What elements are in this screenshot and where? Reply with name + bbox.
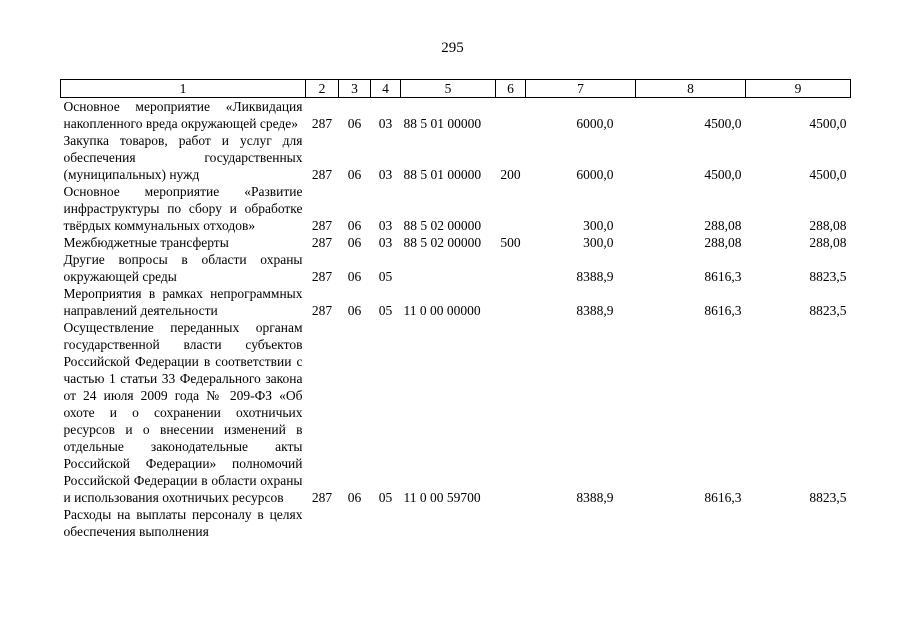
amount-col9: 4500,0 (809, 167, 847, 182)
ministry-code: 287 (311, 490, 333, 505)
amount-col7: 300,0 (583, 235, 614, 250)
header-cell: 5 (401, 80, 496, 98)
header-cell: 1 (61, 80, 306, 98)
expense-type-code (496, 285, 526, 319)
ministry-code: 287 (311, 235, 333, 250)
section-code: 06 (347, 116, 362, 131)
subsection-code: 05 (378, 303, 393, 318)
amount-col9: 288,08 (809, 218, 847, 233)
table-row (61, 506, 851, 540)
ministry-code (306, 506, 339, 540)
target-article-code: 88 5 01 00000 (403, 167, 482, 182)
ministry-code: 287 (311, 167, 333, 182)
amount-col9: 8823,5 (809, 490, 847, 505)
amount-col8: 4500,0 (704, 116, 742, 131)
budget-table (60, 79, 851, 540)
section-code: 06 (347, 303, 362, 318)
amount-col7: 8388,9 (576, 490, 614, 505)
table-row (61, 251, 851, 285)
header-cell: 2 (306, 80, 339, 98)
row-description: Другие вопросы в области охраны окружающей среды (63, 252, 303, 284)
amount-col7: 6000,0 (576, 167, 614, 182)
amount-col9: 4500,0 (809, 116, 847, 131)
amount-col9: 8823,5 (809, 269, 847, 284)
target-article-code: 88 5 02 00000 (403, 235, 482, 250)
target-article-code: 11 0 00 00000 (403, 303, 481, 318)
target-article-code: 11 0 00 59700 (403, 490, 481, 505)
header-cell: 4 (371, 80, 401, 98)
expense-type-code: 200 (500, 167, 521, 182)
amount-col8: 8616,3 (704, 269, 742, 284)
table-body (61, 98, 851, 541)
amount-col9: 288,08 (809, 235, 847, 250)
row-description: Мероприятия в рамках непрограммных направлений деятельности (63, 286, 303, 318)
section-code: 06 (347, 490, 362, 505)
ministry-code: 287 (311, 269, 333, 284)
subsection-code: 03 (378, 116, 393, 131)
subsection-code: 05 (378, 490, 393, 505)
section-code: 06 (347, 269, 362, 284)
amount-col8: 8616,3 (704, 303, 742, 318)
section-code: 06 (347, 218, 362, 233)
header-cell: 9 (746, 80, 851, 98)
amount-col7: 8388,9 (576, 303, 614, 318)
expense-type-code: 500 (500, 235, 521, 250)
section-code: 06 (347, 235, 362, 250)
subsection-code: 05 (378, 269, 393, 284)
amount-col8: 288,08 (704, 218, 742, 233)
table-row (61, 98, 851, 133)
target-article-code (401, 251, 496, 285)
subsection-code (371, 506, 401, 540)
amount-col9: 8823,5 (809, 303, 847, 318)
page-number: 295 (441, 40, 464, 56)
table-row (61, 285, 851, 319)
target-article-code (401, 506, 496, 540)
table-row (61, 234, 851, 251)
row-description: Основное мероприятие «Развитие инфраструктуры по сбору и обработке твёрдых коммунальных отходов» (63, 184, 303, 233)
row-description: Межбюджетные трансферты (63, 235, 229, 250)
table-row (61, 132, 851, 183)
amount-col7 (526, 506, 636, 540)
ministry-code: 287 (311, 116, 333, 131)
table-row (61, 319, 851, 506)
amount-col9 (746, 506, 851, 540)
row-description: Расходы на выплаты персоналу в целях обеспечения выполнения (63, 507, 303, 539)
header-cell: 8 (636, 80, 746, 98)
subsection-code: 03 (378, 167, 393, 182)
expense-type-code (496, 251, 526, 285)
amount-col7: 8388,9 (576, 269, 614, 284)
expense-type-code (496, 319, 526, 506)
expense-type-code (496, 98, 526, 133)
table-header (61, 80, 851, 98)
table-row (61, 183, 851, 234)
subsection-code: 03 (378, 218, 393, 233)
header-cell: 3 (339, 80, 371, 98)
amount-col7: 300,0 (583, 218, 614, 233)
expense-type-code (496, 506, 526, 540)
ministry-code: 287 (311, 218, 333, 233)
target-article-code: 88 5 01 00000 (403, 116, 482, 131)
row-description: Основное мероприятие «Ликвидация накопленного вреда окружающей среде» (63, 99, 303, 131)
section-code: 06 (347, 167, 362, 182)
header-row (61, 80, 851, 98)
row-description: Осуществление переданных органам государственной власти субъектов Российской Федерации в соответствии с частью 1 статьи 33 Федерального закона от 24 июля 2009 года № 209-ФЗ «Об охоте и о сохранении охотничьих ресурсов и о внесении изменений в отдельные законодательные акты Российской Федерации» полномочий Российской Федерации в области охраны и использования охотничьих ресурсов (63, 320, 303, 505)
subsection-code: 03 (378, 235, 393, 250)
target-article-code: 88 5 02 00000 (403, 218, 482, 233)
section-code (339, 506, 371, 540)
amount-col8: 288,08 (704, 235, 742, 250)
amount-col7: 6000,0 (576, 116, 614, 131)
ministry-code: 287 (311, 303, 333, 318)
amount-col8: 4500,0 (704, 167, 742, 182)
amount-col8 (636, 506, 746, 540)
header-cell: 6 (496, 80, 526, 98)
header-cell: 7 (526, 80, 636, 98)
amount-col8: 8616,3 (704, 490, 742, 505)
expense-type-code (496, 183, 526, 234)
row-description: Закупка товаров, работ и услуг для обеспечения государственных (муниципальных) нужд (63, 133, 303, 182)
